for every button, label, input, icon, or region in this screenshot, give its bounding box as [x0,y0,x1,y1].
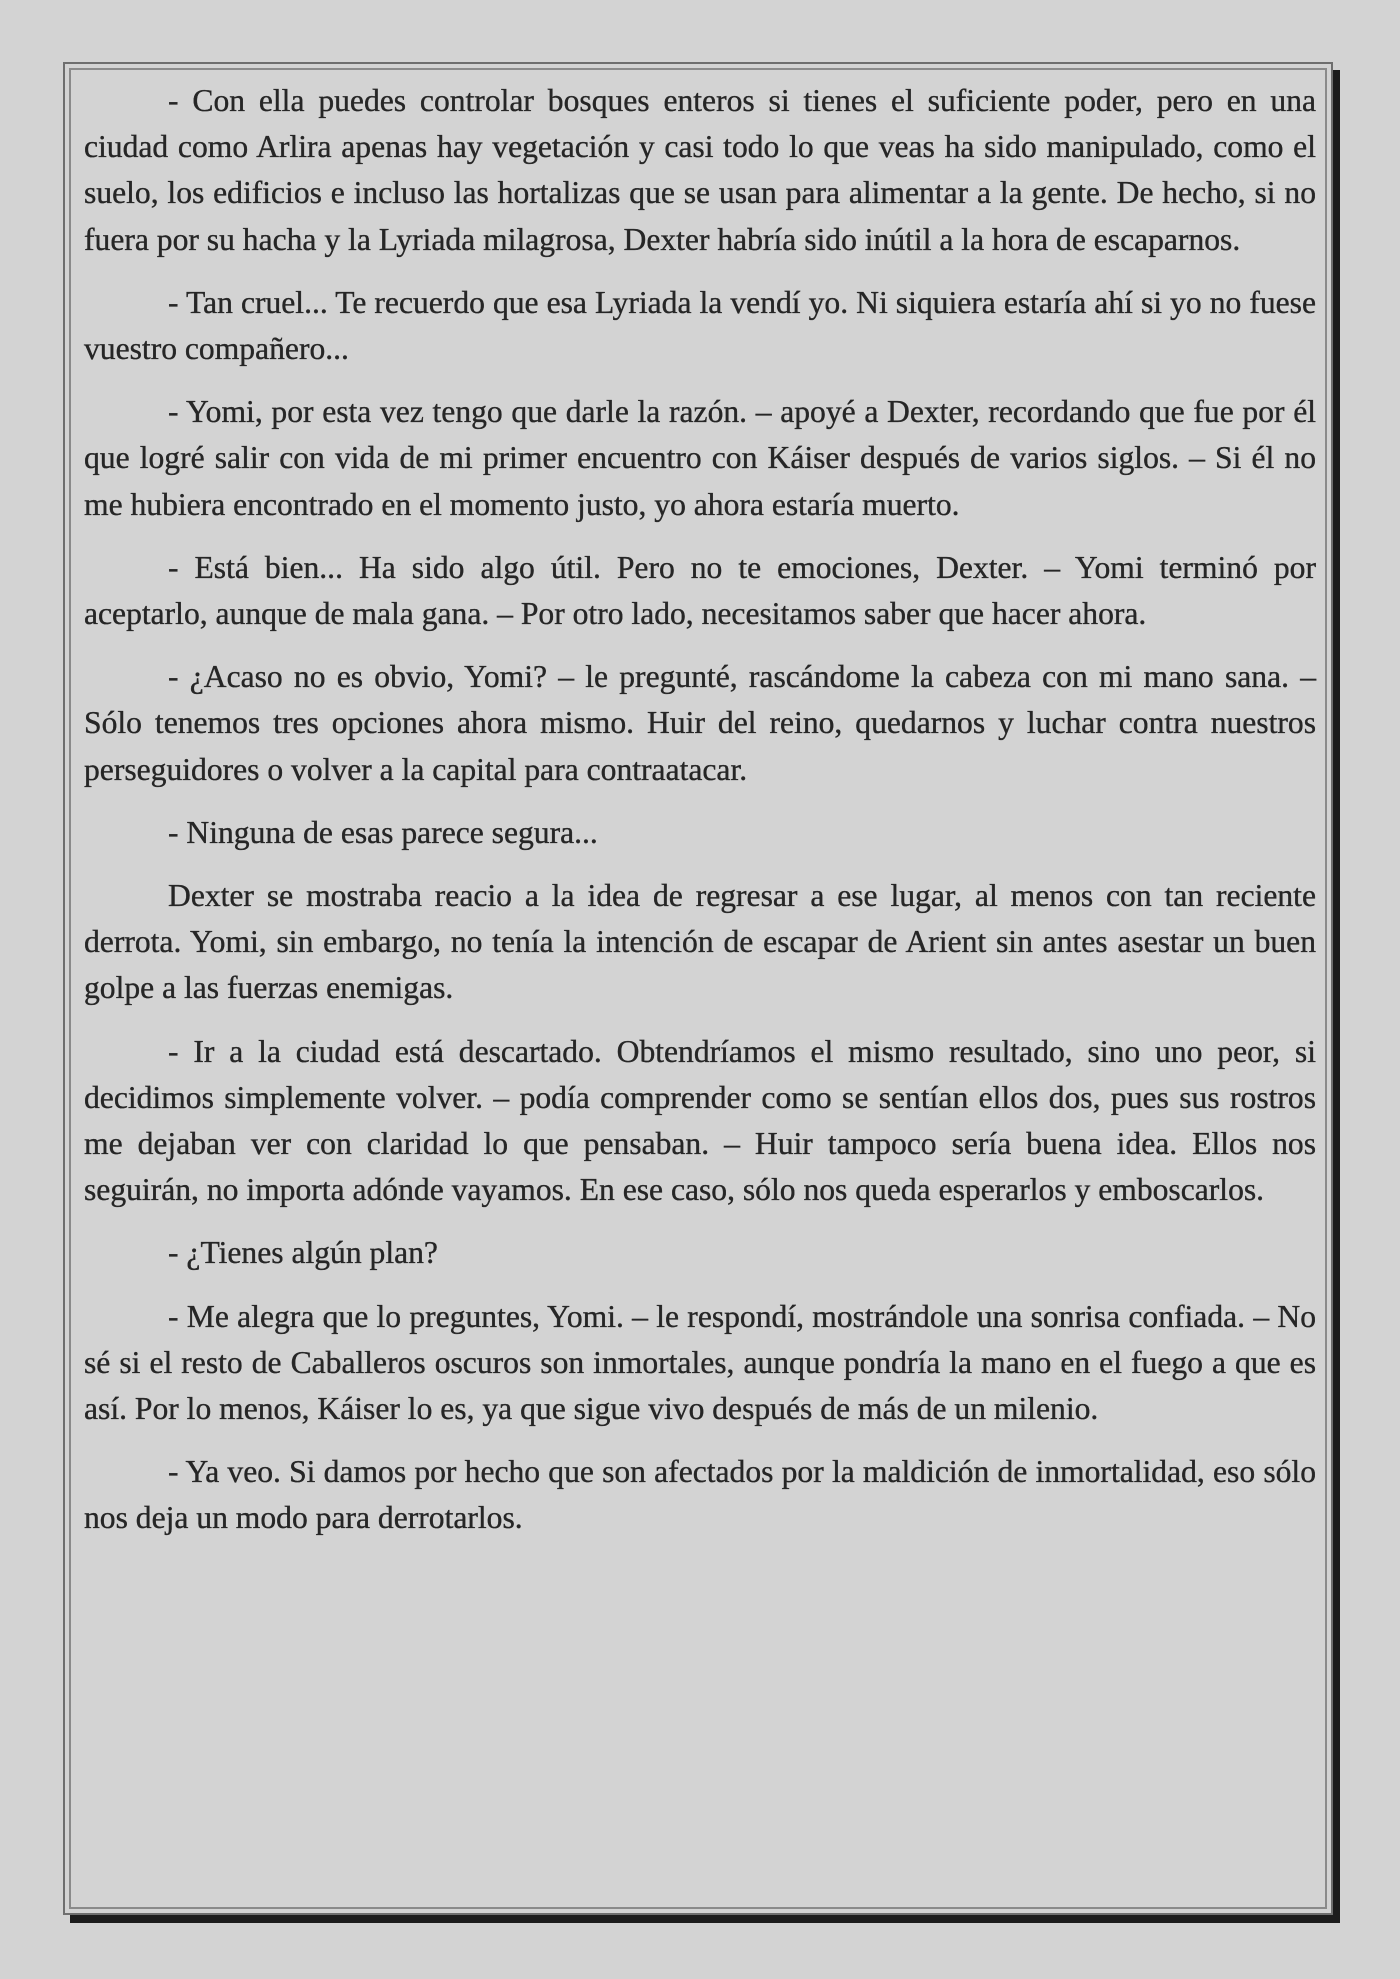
paragraph: - Ir a la ciudad está descartado. Obtendríamos el mismo resultado, sino uno peor, si decidimos simplemente volver. – podía comprender como se sentían ellos dos, pues sus rostros me dejaban ver con claridad lo que pensaban. – Huir tampoco sería buena idea. Ellos nos seguirán, no importa adónde vayamos. En ese caso, sólo nos queda esperarlos y emboscarlos. [84,1033,1316,1208]
paragraph: - ¿Acaso no es obvio, Yomi? – le pregunté, rascándome la cabeza con mi mano sana. – Sólo tenemos tres opciones ahora mismo. Huir del reino, quedarnos y luchar contra nuestros perseguidores o volver a la capital para contraatacar. [84,659,1316,787]
paragraph: - Está bien... Ha sido algo útil. Pero no te emociones, Dexter. – Yomi terminó por aceptarlo, aunque de mala gana. – Por otro lado, necesitamos saber que hacer ahora. [84,549,1316,632]
paragraph: - Ya veo. Si damos por hecho que son afectados por la maldición de inmortalidad, eso sólo nos deja un modo para derrotarlos. [84,1454,1316,1536]
paragraph: - Me alegra que lo preguntes, Yomi. – le respondí, mostrándole una sonrisa confiada. – No sé si el resto de Caballeros oscuros son inmortales, aunque pondría la mano en el fuego a que es así. Por lo menos, Káiser lo es, ya que sigue vivo después de más de un milenio. [84,1298,1316,1427]
paragraph: - ¿Tienes algún plan? [168,1235,438,1271]
paragraph: Dexter se mostraba reacio a la idea de regresar a ese lugar, al menos con tan reciente derrota. Yomi, sin embargo, no tenía la intención de escapar de Arient sin antes asestar un buen golpe a las fuerzas enemigas. [84,878,1316,1006]
document-body [84,78,1316,1559]
paragraph: - Yomi, por esta vez tengo que darle la razón. – apoyé a Dexter, recordando que fue por él que logré salir con vida de mi primer encuentro con Káiser después de varios siglos. – Si él no me hubiera encontrado en el momento justo, yo ahora estaría muerto. [84,394,1316,522]
paragraph: - Tan cruel... Te recuerdo que esa Lyriada la vendí yo. Ni siquiera estaría ahí si yo no fuese vuestro compañero... [84,284,1316,367]
paragraph: - Ninguna de esas parece segura... [168,814,598,850]
paragraph: - Con ella puedes controlar bosques enteros si tienes el suficiente poder, pero en una ciudad como Arlira apenas hay vegetación y casi todo lo que veas ha sido manipulado, como el suelo, los edificios e incluso las hortalizas que se usan para alimentar a la gente. De hecho, si no fuera por su hacha y la Lyriada milagrosa, Dexter habría sido inútil a la hora de escaparnos. [84,83,1316,257]
